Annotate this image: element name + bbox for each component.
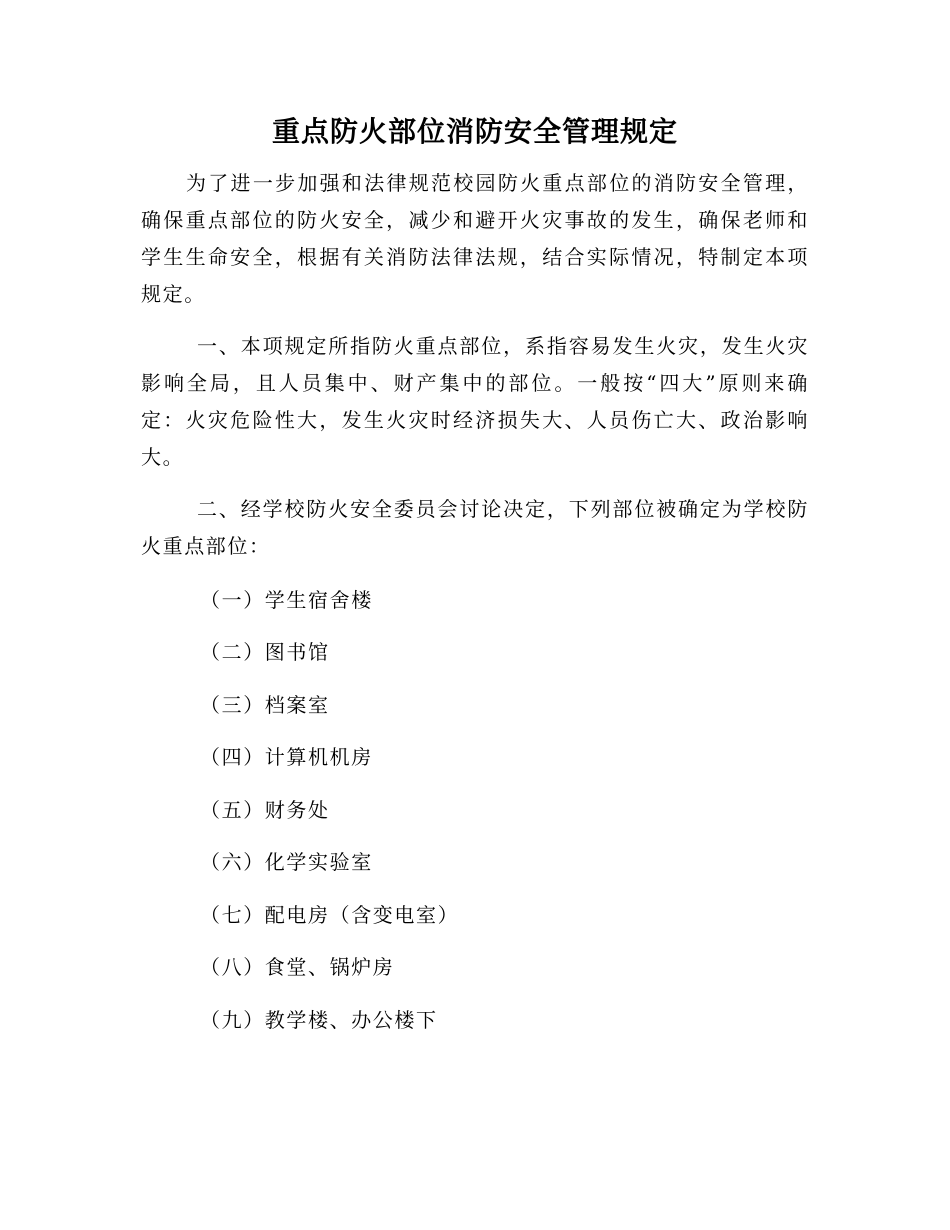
section-two-paragraph: 二、经学校防火安全委员会讨论决定，下列部位被确定为学校防火重点部位： xyxy=(141,497,809,558)
section-one-paragraph: 一、本项规定所指防火重点部位，系指容易发生火灾，发生火灾影响全局，且人员集中、财产集中的部位。一般按“四大”原则来确定：火灾危险性大，发生火灾时经济损失大、人员伤亡大、政治影响大。 xyxy=(141,334,809,469)
list-item: （三）档案室 xyxy=(200,693,330,717)
list-item: （五）财务处 xyxy=(200,798,330,822)
intro-paragraph: 为了进一步加强和法律规范校园防火重点部位的消防安全管理，确保重点部位的防火安全，减少和避开火灾事故的发生，确保老师和学生生命安全，根据有关消防法律法规，结合实际情况，特制定本项规定。 xyxy=(141,171,809,306)
list-item: （四）计算机机房 xyxy=(200,745,373,769)
list-item: （九）教学楼、办公楼下 xyxy=(200,1008,438,1032)
list-item: （二）图书馆 xyxy=(200,640,330,664)
list-item: （一）学生宿舍楼 xyxy=(200,588,373,612)
list-item: （七）配电房（含变电室） xyxy=(200,903,460,927)
document-title: 重点防火部位消防安全管理规定 xyxy=(271,115,678,148)
list-item: （八）食堂、锅炉房 xyxy=(200,955,395,979)
list-item: （六）化学实验室 xyxy=(200,850,373,874)
